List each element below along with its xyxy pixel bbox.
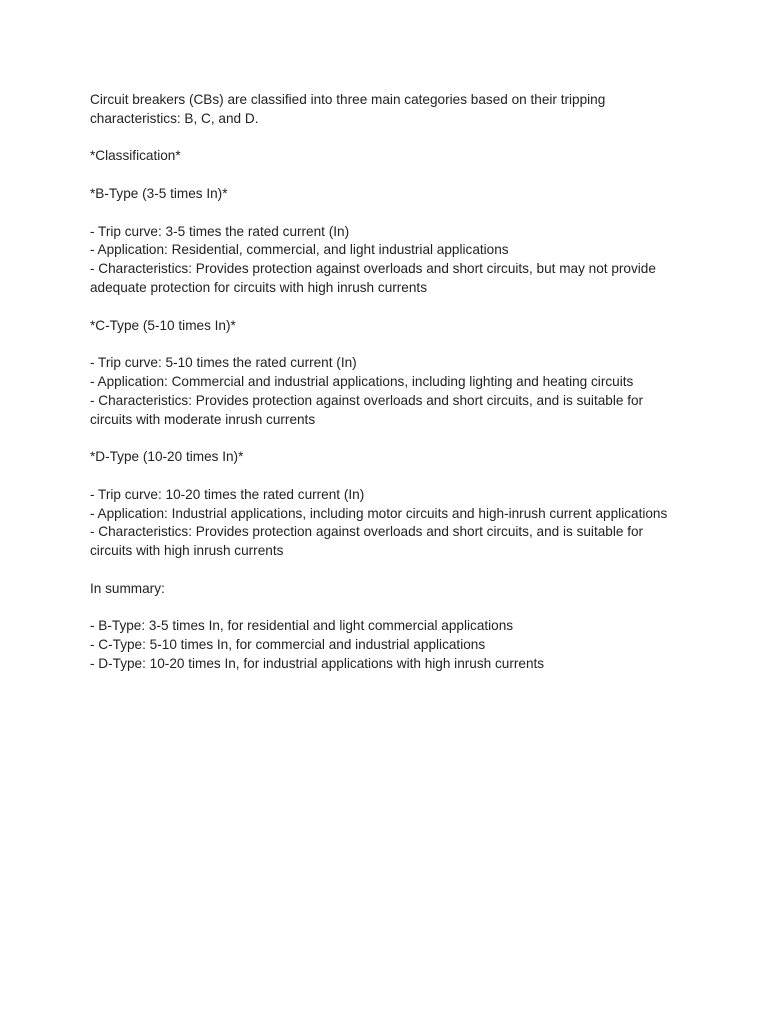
d-type-heading (90, 448, 730, 467)
d-type-details (90, 486, 730, 561)
document-page (90, 91, 730, 693)
summary-heading-text: In summary: (90, 580, 165, 596)
summary-item-c-type: - C-Type: 5-10 times In, for commercial and industrial applications (90, 637, 486, 653)
summary-item-b-type: - B-Type: 3-5 times In, for residential and light commercial applications (90, 618, 514, 634)
b-type-characteristics-cont: adequate protection for circuits with high inrush currents (90, 279, 427, 295)
classification-heading (90, 147, 730, 166)
summary-item-d-type: - D-Type: 10-20 times In, for industrial applications with high inrush currents (90, 655, 545, 671)
b-type-heading-text: *B-Type (3-5 times In)* (90, 185, 228, 201)
c-type-details (90, 354, 730, 429)
c-type-characteristics: - Characteristics: Provides protection against overloads and short circuits, and is suitable for (90, 392, 644, 408)
b-type-trip-curve: - Trip curve: 3-5 times the rated current (In) (90, 223, 350, 239)
c-type-heading (90, 317, 730, 336)
d-type-application: - Application: Industrial applications, including motor circuits and high-inrush current applications (90, 505, 668, 521)
c-type-trip-curve: - Trip curve: 5-10 times the rated current (In) (90, 355, 357, 371)
b-type-heading (90, 185, 730, 204)
d-type-heading-text: *D-Type (10-20 times In)* (90, 449, 244, 465)
intro-paragraph (90, 91, 730, 129)
b-type-application: - Application: Residential, commercial, and light industrial applications (90, 242, 509, 258)
d-type-characteristics: - Characteristics: Provides protection against overloads and short circuits, and is suitable for (90, 524, 644, 540)
summary-heading (90, 580, 730, 599)
intro-line: Circuit breakers (CBs) are classified into three main categories based on their tripping (90, 92, 606, 107)
intro-line: characteristics: B, C, and D. (90, 110, 259, 126)
summary-list (90, 617, 730, 673)
c-type-application: - Application: Commercial and industrial applications, including lighting and heating circuits (90, 373, 634, 389)
d-type-trip-curve: - Trip curve: 10-20 times the rated current (In) (90, 486, 365, 502)
d-type-characteristics-cont: circuits with high inrush currents (90, 543, 284, 559)
classification-heading-text: *Classification* (90, 148, 181, 164)
c-type-heading-text: *C-Type (5-10 times In)* (90, 317, 236, 333)
c-type-characteristics-cont: circuits with moderate inrush currents (90, 411, 316, 427)
b-type-characteristics: - Characteristics: Provides protection against overloads and short circuits, but may not provide (90, 261, 656, 277)
b-type-details (90, 223, 730, 298)
